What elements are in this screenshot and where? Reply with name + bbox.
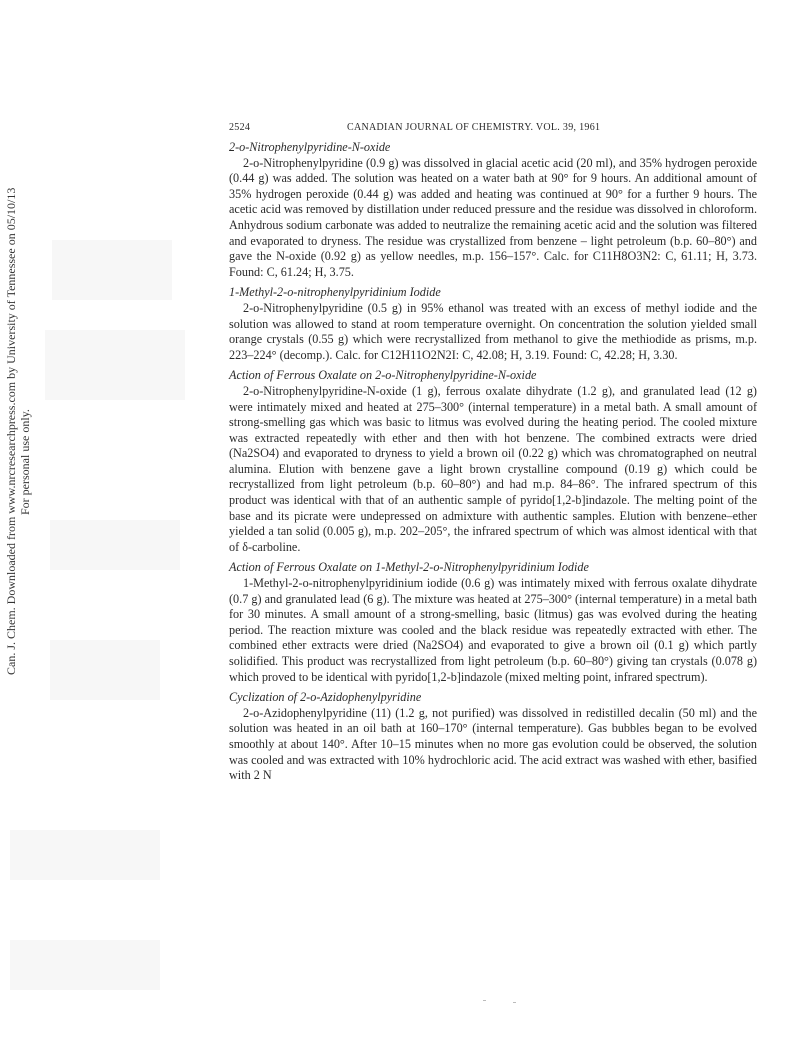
page-number: 2524 [229,122,251,133]
section-heading: 2-o-Nitrophenylpyridine-N-oxide [229,140,391,154]
download-notice-line: Can. J. Chem. Downloaded from www.nrcresearchpress.com by University of Tennessee on 05/10/13 [4,187,18,675]
section-heading: Action of Ferrous Oxalate on 2-o-Nitrophenylpyridine-N-oxide [229,368,537,383]
section-heading: 1-Methyl-2-o-nitrophenylpyridinium Iodide [229,285,441,300]
section-ferrous-oxalate-iodide [229,560,757,685]
scan-marks [483,1000,523,1004]
running-head: CANADIAN JOURNAL OF CHEMISTRY. VOL. 39, 1961 [347,122,601,133]
section-paragraph: 2-o-Nitrophenylpyridine (0.9 g) was dissolved in glacial acetic acid (20 ml), and 35% hydrogen peroxide (0.44 g) was added. The solution was heated on a water bath at 90° for 9 hours. An additional amount of 35% hydrogen peroxide (0.44 g) was added and heating was continued at 90° for a further 9 hours. The acetic acid was removed by distillation under reduced pressure and the residue was dissolved in chloroform. Anhydrous sodium carbonate was added to neutralize the remaining acetic acid and the solution was filtered and evaporated to dryness. The residue was crystallized from benzene – light petroleum (b.p. 60–80°) and gave the N-oxide (0.92 g) as yellow needles, m.p. 156–157°. Calc. for C11H8O3N2: C, 61.11; H, 3.73. Found: C, 61.24; H, 3.75. [229,155,757,279]
download-notice [0,183,34,703]
scan-tick [513,1002,516,1003]
scan-smudge [45,330,185,400]
section-methiodide [229,285,757,363]
section-n-oxide [229,140,757,280]
section-heading: Action of Ferrous Oxalate on 1-Methyl-2-o-Nitrophenylpyridinium Iodide [229,560,589,575]
section-heading: Cyclization of 2-o-Azidophenylpyridine [229,690,422,705]
page-header [229,121,757,135]
section-paragraph: 2-o-Nitrophenylpyridine-N-oxide (1 g), ferrous oxalate dihydrate (1.2 g), and granulated lead (12 g) were intimately mixed and heated at 275–300° (internal temperature) in a metal bath. A small amount of strong-smelling gas which was basic to litmus was evolved during the heating period. The cooled mixture was extracted repeatedly with ether and then with hot benzene. The combined extracts were dried (Na2SO4) and evaporated to dryness to yield a brown oil (0.22 g) which was chromatographed on neutral alumina. Elution with benzene gave a light brown crystalline compound (0.19 g) which could be recrystallized from light petroleum (b.p. 60–80°) and had m.p. 84–86°. The infrared spectrum of this product was identical with that of an authentic sample of pyrido[1,2-b]indazole. The melting point of the base and its picrate were undepressed on admixture with authentic samples. Elution with benzene–ether yielded a tan solid (0.005 g), m.p. 202–205°, the infrared spectrum of which was almost identical with that of δ-carboline. [229,383,757,554]
section-ferrous-oxalate-n-oxide [229,368,757,555]
scan-tick [483,1000,486,1001]
section-paragraph: 1-Methyl-2-o-nitrophenylpyridinium iodide (0.6 g) was intimately mixed with ferrous oxalate dihydrate (0.7 g) and granulated lead (6 g). The mixture was heated at 275–300° (internal temperature) in a metal bath for 30 minutes. A small amount of a strong-smelling, basic (litmus) gas was evolved during the heating period. The reaction mixture was cooled and the black residue was repeatedly extracted with ether. The combined ether extracts were dried (Na2SO4) and evaporated to give a brown oil (0.1 g) which partly solidified. This product was recrystallized from light petroleum (b.p. 60–80°) giving tan crystals (0.078 g) which proved to be identical with pyrido[1,2-b]indazole (mixed melting point, infrared spectrum). [229,576,757,684]
scan-smudge [50,520,180,570]
usage-notice-line: For personal use only. [18,409,32,515]
section-paragraph: 2-o-Azidophenylpyridine (11) (1.2 g, not purified) was dissolved in redistilled decalin (50 ml) and the solution was heated in an oil bath at 160–170° (internal temperature). Gas bubbles began to be evolved smoothly at about 140°. After 10–15 minutes when no more gas evolution could be observed, the solution was cooled and was extracted with 10% hydrochloric acid. The acid extract was washed with ether, basified with 2 N [229,705,757,783]
section-paragraph: 2-o-Nitrophenylpyridine (0.5 g) in 95% ethanol was treated with an excess of methyl iodide and the solution was allowed to stand at room temperature overnight. On concentration the solution yielded small orange crystals (0.55 g) which were recrystallized from methanol to give the methiodide as prisms, m.p. 223–224° (decomp.). Calc. for C12H11O2N2I: C, 42.08; H, 3.19. Found: C, 42.28; H, 3.30. [229,300,757,362]
scan-smudge [52,240,172,300]
article-body [229,140,757,789]
scan-smudge [10,940,160,990]
section-cyclization [229,690,757,784]
download-notice-text [4,155,32,675]
scan-smudge [50,640,160,700]
scan-smudge [10,830,160,880]
